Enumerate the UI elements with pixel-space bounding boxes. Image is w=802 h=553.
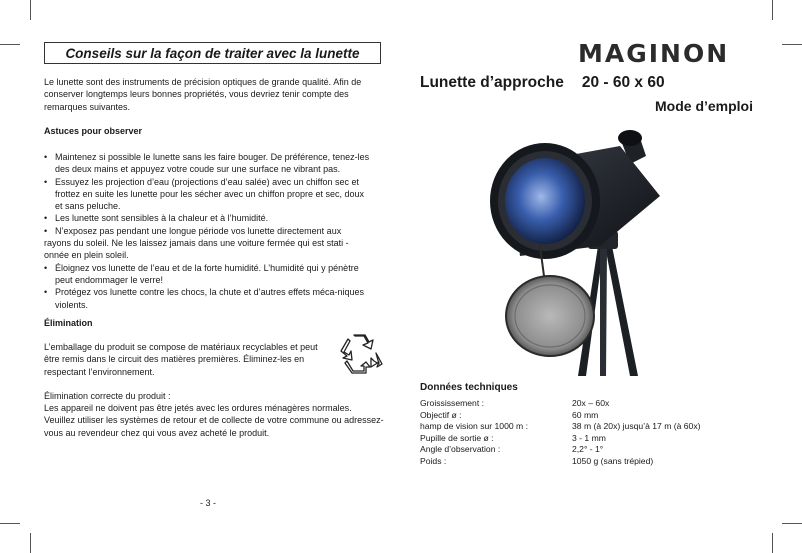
spec-label: hamp de vision sur 1000 m :	[420, 421, 528, 432]
section-title: Conseils sur la façon de traiter avec la lunette	[44, 42, 381, 64]
product-name: Lunette d’approche	[420, 74, 564, 91]
list-item: • Éloignez vos lunette de l’eau et de la forte humidité. L’humidité qui y pénètre peut endommager le verre!	[44, 262, 374, 287]
brand-logo: MAGINON	[578, 39, 730, 68]
recycle-icon	[338, 333, 386, 377]
tech-heading: Données techniques	[420, 382, 518, 393]
disposal-packaging: L’emballage du produit se compose de matériaux recyclables et peut être remis dans le circuit des matières premières. Éliminez-les en respectant l’environnement.	[44, 342, 318, 377]
list-item: • Protégez vos lunette contre les chocs, la chute et d’autres effets méca-niques violents.	[44, 286, 374, 311]
spec-value: 60 mm	[572, 409, 599, 420]
list-item: rayons du soleil. Ne les laissez jamais dans une voiture fermée qui est stati - onnée en plein soleil.	[44, 238, 349, 261]
table-row	[420, 444, 701, 456]
intro-paragraph: Le lunette sont des instruments de précision optiques de grande qualité. Afin de conserver longtemps leurs bonnes propriétés, vous devriez tenir compte des remarques suivantes.	[44, 77, 362, 112]
crop-mark	[772, 0, 773, 20]
disposal-correct-heading: Élimination correcte du produit :	[44, 391, 171, 401]
spec-label: Pupille de sortie ø :	[420, 432, 494, 443]
crop-mark	[30, 0, 31, 20]
spec-value: 3 - 1 mm	[572, 432, 606, 443]
tips-heading: Astuces pour observer	[44, 126, 143, 136]
spec-label: Poids :	[420, 455, 447, 466]
disposal-heading: Élimination	[44, 318, 93, 328]
crop-mark	[0, 523, 20, 524]
spec-value: 20x – 60x	[572, 398, 610, 408]
product-model: 20 - 60 x 60	[581, 74, 665, 91]
crop-mark	[782, 523, 802, 524]
spec-value: 38 m (à 20x) jusqu’à 17 m (à 60x)	[572, 421, 701, 432]
tips-list	[44, 151, 374, 311]
table-row	[420, 410, 701, 422]
spec-label: Angle d’observation :	[420, 444, 501, 455]
crop-mark	[0, 44, 20, 45]
product-title	[420, 74, 665, 92]
spec-value: 1050 g (sans trépied)	[572, 455, 654, 466]
disposal-correct-paragraph: Les appareil ne doivent pas être jetés avec les ordures ménagères normales. Veuillez utiliser les systèmes de retour et de collecte de votre commune ou adressez-vous au revendeur chez qui vous avez acheté le produit.	[44, 403, 384, 438]
list-item: • N’exposez pas pendant une longue période vos lunette directement aux	[44, 225, 374, 237]
specs-table	[420, 398, 701, 468]
spec-label: Objectif ø :	[420, 409, 462, 420]
table-row	[420, 421, 701, 433]
page-number: - 3 -	[200, 498, 217, 508]
crop-mark	[782, 44, 802, 45]
table-row	[420, 456, 701, 468]
manual-title: Mode d’emploi	[655, 98, 753, 114]
spotting-scope-image	[480, 126, 680, 376]
crop-mark	[30, 533, 31, 553]
spec-label: Groississement :	[420, 398, 484, 408]
crop-mark	[772, 533, 773, 553]
list-item: • Les lunette sont sensibles à la chaleur et à l’humidité.	[44, 212, 374, 224]
table-row	[420, 398, 701, 410]
table-row	[420, 433, 701, 445]
list-item: • Essuyez les projection d’eau (projections d’eau salée) avec un chiffon sec et frottez en suite les lunette pour les sécher avec un chiffon propre et sec, doux et sans peluche.	[44, 176, 374, 213]
list-item: • Maintenez si possible le lunette sans les faire bouger. De préférence, tenez-les des deux mains et appuyez votre coude sur une surface ne vibrant pas.	[44, 151, 374, 176]
spec-value: 2,2° - 1°	[572, 444, 604, 455]
